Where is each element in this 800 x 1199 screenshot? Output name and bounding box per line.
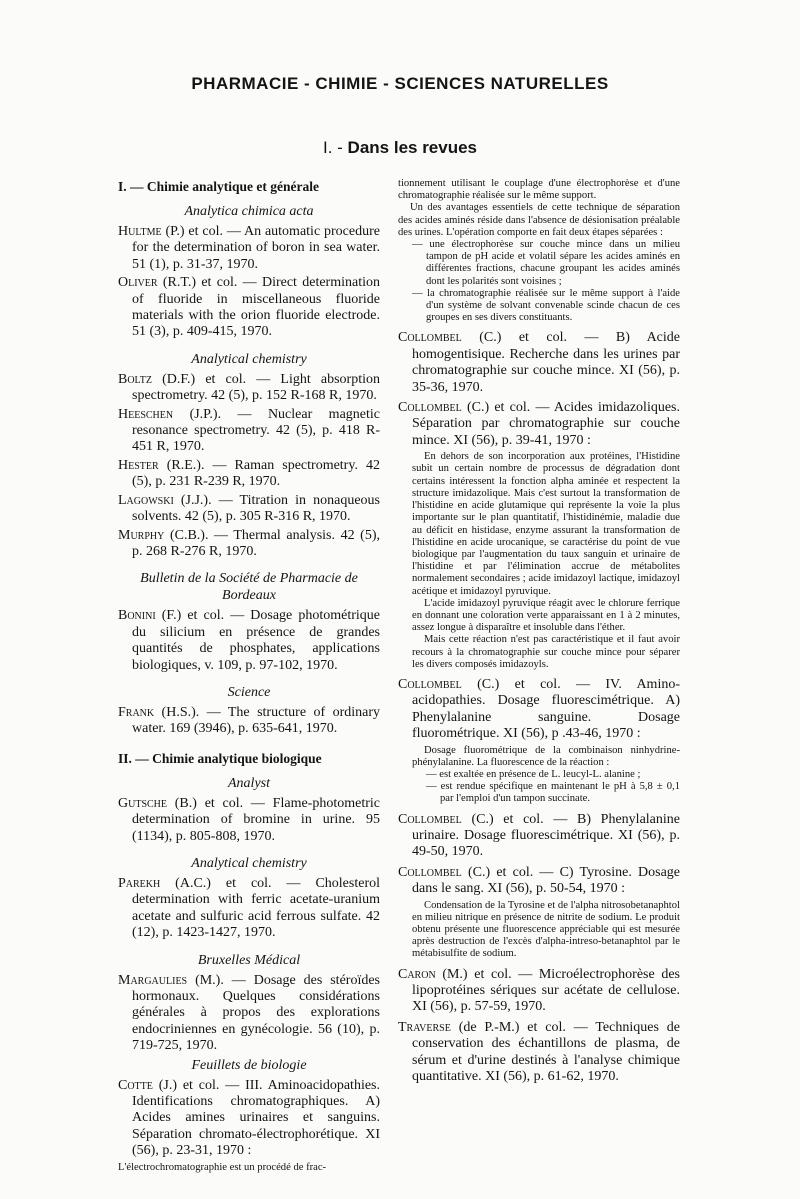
citation-text: (A.C.) et col. — Cholesterol determination with ferric acetate-uranium acetate and sulfuric acid ferrous sulfate. 42 (12), p. 1423-1427, 1970. <box>132 875 380 941</box>
citation-text: (C.) et col. — Acides imidazoliques. Séparation par chromatographie sur couche mince. XI (56), p. 39-41, 1970 : <box>412 400 680 448</box>
citation-text: (J.P.). — Nuclear magnetic resonance spectrometry. 42 (5), p. 418 R-451 R, 1970. <box>132 406 380 455</box>
author-name: Collombel <box>398 330 462 346</box>
author-name: Hultme <box>118 224 162 239</box>
citation-text: (H.S.). — The structure of ordinary water. 169 (3946), p. 635-641, 1970. <box>132 704 380 737</box>
citation-entry <box>118 973 380 1055</box>
abstract-text: Condensation de la Tyrosine et de l'alpha nitrosobetanaphtol en milieu nitrique en présence de nitrite de sodium. Le produit obtenu présente une fluorescence appréciable qui est mesurée après destruction de l'excès d'alpha-intreso-betanaphtol par le métabisulfite de sodium. <box>412 899 680 960</box>
list-item: — est exaltée en présence de L. leucyl-L. alanine ; <box>426 768 641 780</box>
author-name: Caron <box>398 966 436 982</box>
section-heading: II. — Chimie analytique biologique <box>118 750 322 766</box>
author-name: Parekh <box>118 875 161 891</box>
author-name: Boltz <box>118 371 152 387</box>
abstract-text: En dehors de son incorporation aux protéines, l'Histidine subit un certain nombre de processus de dégradation dont certains intéressent la fonction alpha aminée et respectent la structure imidazolique. Mais c'est surtout la transformation de l'histidine en acide glutamique qui représente la voie la plus importante sur le plan quantitatif, l'histidinémie, maladie due au déficit en histidase, enzyme assurant la transformation de l'histidine en acide urocanique, se caractérise du point de vue biologique par l'augmentation du taux sanguin et urinaire de l'histidine et par l'élimination accrue de métabolites normalement secondaires ; acide imidazoyl lactique, imidazoyl acétique et imidazoyl pyruvique. L'acide imidazoyl pyruvique réagit avec le chlorure ferrique en donnant une coloration verte apparaissant en 1 à 2 minutes, assez longue à disparaître et insoluble dans l'éther. Mais cette réaction n'est pas caractéristique et il faut avoir recours à la chromatographie sur couche mince pour séparer les divers composés imidazoyls. <box>412 451 680 670</box>
citation-entry <box>118 458 380 491</box>
author-name: Hester <box>118 457 159 473</box>
author-name: Heeschen <box>118 406 174 422</box>
part-title: Dans les revues <box>347 138 478 157</box>
citation-text: (C.) et col. — C) Tyrosine. Dosage dans le sang. XI (56), p. 50-54, 1970 : <box>412 864 680 897</box>
author-name: Collombel <box>398 676 462 692</box>
citation-entry <box>118 876 380 942</box>
author-name: Frank <box>118 704 155 720</box>
list-item: — la chromatographie réalisée sur le même support à l'aide d'un système de solvant convenable scinde chacun de ces groupes en ses divers constituants. <box>412 287 680 324</box>
citation-entry <box>398 400 680 449</box>
citation-entry <box>118 705 380 738</box>
citation-entry <box>398 330 680 396</box>
abstract-text: tionnement utilisant le couplage d'une électrophorèse et d'une chromatographie réalisée sur le même support. Un des avantages essentiels de cette technique de séparation des acides aminés réside dans l'absence de désionisation préalable des urines. L'opération comporte en fait deux étapes séparées : — une électrophorèse sur couche mince dans un milieu tampon de pH acide et volatil sépare les acides aminés en différentes fractions, chacune groupant les acides aminés dont les polarités sont voisines ; — la chromatographie réalisée sur le même support à l'aide d'un système de solvant convenable scinde chacun de ces groupes en ses divers constituants. <box>398 178 680 324</box>
citation-text: (B.) et col. — Flame-photometric determination of bromine in urine. 95 (1134), p. 805-808, 1970. <box>132 795 380 844</box>
author-name: Lagowski <box>118 492 174 508</box>
citation-entry <box>118 224 380 273</box>
citation-entry <box>398 677 680 743</box>
list-item: — est rendue spécifique en maintenant le pH à 5,8 ± 0,1 par l'emploi d'un tampon succinate. <box>426 781 680 805</box>
citation-text: (J.) et col. — III. Aminoacidopathies. Identifications chromatographiques. A) Acides amines urinaires et sanguins. Séparation chromato-électrophorétique. XI (56), p. 23-31, 1970 : <box>132 1077 380 1159</box>
citation-text: (F.) et col. — Dosage photométrique du silicium en présence de grandes quantités de phosphates, applications biologiques, v. 109, p. 97-102, 1970. <box>132 608 380 673</box>
citation-entry <box>118 608 380 674</box>
author-name: Collombel <box>398 400 462 416</box>
author-name: Murphy <box>118 527 165 543</box>
abstract-list <box>398 239 680 324</box>
author-name: Traverse <box>398 1019 451 1035</box>
citation-text: (C.) et col. — IV. Amino-acidopathies. Dosage fluorescimétrique. A) Phenylalanine sanguine. Dosage fluorométrique. XI (56), p .43-46, 1970 : <box>412 676 680 742</box>
citation-entry <box>118 372 380 405</box>
author-name: Oliver <box>118 275 158 291</box>
author-name: Gutsche <box>118 795 168 811</box>
citation-entry <box>398 812 680 861</box>
abstract-list <box>412 769 680 806</box>
journal-name: Analytica chimica acta <box>184 204 314 219</box>
right-column <box>398 178 680 1087</box>
citation-text: (C.) et col. — B) Phenylalanine urinaire. Dosage fluorescimétrique. XI (56), p. 49-50, 1970. <box>412 811 680 860</box>
citation-text: (M.) et col. — Microélectrophorèse des lipoprotéines sériques sur acétate de cellulose. XI (56), p. 57-59, 1970. <box>412 966 680 1015</box>
journal-name: Bruxelles Médical <box>197 952 301 968</box>
citation-text: (de P.-M.) et col. — Techniques de conservation des échantillons de plasma, de sérum et d'urine destinés à l'analyse chimique quantitative. XI (56), p. 61-62, 1970. <box>412 1019 680 1085</box>
citation-text: (P.) et col. — An automatic procedure for the determination of boron in sea water. 51 (1), p. 31-37, 1970. <box>132 224 380 272</box>
citation-entry <box>398 967 680 1016</box>
journal-name: Analyst <box>228 775 270 791</box>
page-title: PHARMACIE - CHIMIE - SCIENCES NATURELLES <box>191 74 609 93</box>
citation-text: (C.) et col. — B) Acide homogentisique. Recherche dans les urines par chromatographie sur couche mince. XI (56), p. 35-36, 1970. <box>412 330 680 395</box>
abstract-text: Dosage fluorométrique de la combinaison ninhydrine-phénylalanine. La fluorescence de la réaction : — est exaltée en présence de L. leucyl-L. alanine ; — est rendue spécifique en maintenant le pH à 5,8 ± 0,1 par l'emploi d'un tampon succinate. <box>412 744 680 805</box>
citation-entry <box>118 528 380 561</box>
list-item: — une électrophorèse sur couche mince dans un milieu tampon de pH acide et volatil sépare les acides aminés en différentes fractions, chacune groupant les acides aminés dont les polarités sont voisines ; <box>412 239 680 287</box>
citation-text: (D.F.) et col. — Light absorption spectrometry. 42 (5), p. 152 R-168 R, 1970. <box>132 371 380 404</box>
citation-entry <box>118 796 380 845</box>
author-name: Bonini <box>118 608 156 624</box>
journal-name: Analytical chemistry <box>191 351 307 367</box>
citation-text: (R.E.). — Raman spectrometry. 42 (5), p. 231 R-239 R, 1970. <box>132 457 380 490</box>
citation-text: (M.). — Dosage des stéroïdes hormonaux. Quelques considérations générales à propos des explorations endocriniennes en gynécologie. 56 (10), p. 719-725, 1970. <box>132 972 380 1054</box>
journal-name: Bulletin de la Société de Pharmacie de Bordeaux <box>140 571 358 604</box>
citation-entry <box>118 493 380 526</box>
journal-name: Feuillets de biologie <box>191 1057 307 1073</box>
author-name: Cotte <box>118 1077 153 1093</box>
author-name: Margaulies <box>118 972 188 988</box>
citation-entry <box>118 275 380 341</box>
author-name: Collombel <box>398 864 462 880</box>
part-heading <box>0 138 800 158</box>
abstract-text: L'électrochromatographie est un procédé de frac- <box>118 1161 327 1173</box>
citation-text: (R.T.) et col. — Direct determination of fluoride in miscellaneous fluoride materials with the orion fluoride electrode. 51 (3), p. 409-415, 1970. <box>132 275 380 340</box>
citation-entry <box>398 865 680 898</box>
journal-name: Analytical chemistry <box>191 855 307 871</box>
part-number: I. - <box>322 138 348 157</box>
citation-entry <box>118 1078 380 1160</box>
section-heading: I. — Chimie analytique et générale <box>118 179 319 194</box>
journal-name: Science <box>227 684 271 700</box>
left-column <box>118 178 380 1180</box>
author-name: Collombel <box>398 811 462 827</box>
citation-text: (C.B.). — Thermal analysis. 42 (5), p. 268 R-276 R, 1970. <box>132 527 380 559</box>
citation-entry <box>118 407 380 456</box>
citation-entry <box>398 1020 680 1086</box>
citation-text: (J.J.). — Titration in nonaqueous solvents. 42 (5), p. 305 R-316 R, 1970. <box>132 492 380 525</box>
